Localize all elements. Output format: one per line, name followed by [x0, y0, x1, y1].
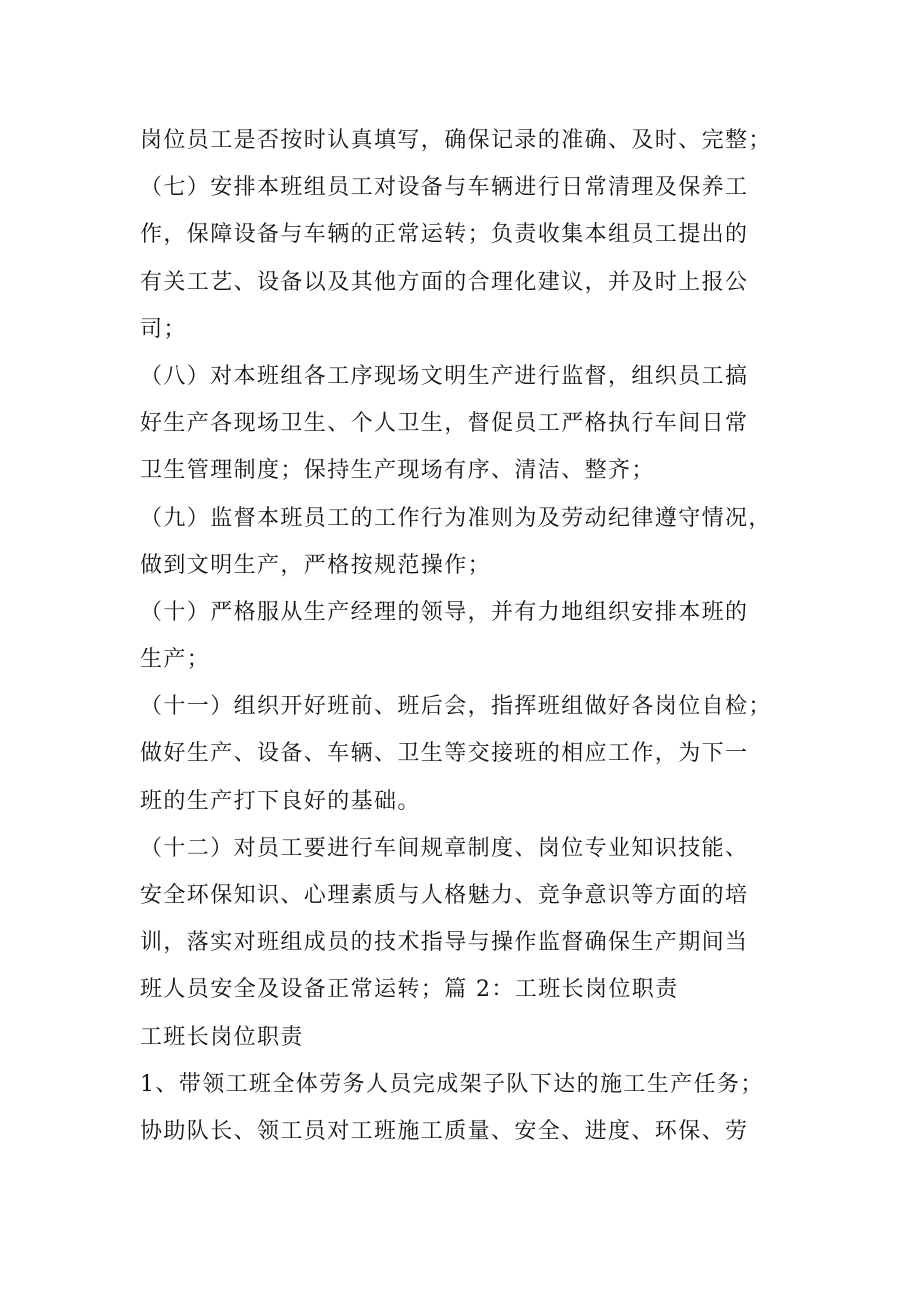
text-line: 生产； [140, 647, 211, 673]
text-line: 好生产各现场卫生、个人卫生，督促员工严格执行车间日常 [140, 411, 749, 437]
text-line: （九）监督本班员工的工作行为准则为及劳动纪律遵守情况， [140, 505, 772, 531]
text-line: 安全环保知识、心理素质与人格魅力、竞争意识等方面的培 [140, 883, 749, 908]
text-line: 岗位员工是否按时认真填写，确保记录的准确、及时、完整； [140, 128, 772, 153]
text-line: 班人员安全及设备正常运转；篇 2：工班长岗位职责 [140, 977, 679, 1003]
text-line: 作，保障设备与车辆的正常运转；负责收集本组员工提出的 [140, 222, 749, 248]
text-line: 做好生产、设备、车辆、卫生等交接班的相应工作，为下一 [140, 741, 749, 767]
text-line: 有关工艺、设备以及其他方面的合理化建议，并及时上报公 [140, 269, 749, 295]
text-line: （十二）对员工要进行车间规章制度、岗位专业知识技能、 [140, 835, 749, 861]
text-line: 班的生产打下良好的基础。 [140, 788, 421, 814]
text-line: 司； [140, 316, 187, 342]
text-line: 卫生管理制度；保持生产现场有序、清洁、整齐； [140, 458, 655, 484]
text-line: 做到文明生产，严格按规范操作； [140, 552, 492, 578]
text-line: （八）对本班组各工序现场文明生产进行监督，组织员工搞 [140, 363, 749, 389]
text-line: （十一）组织开好班前、班后会，指挥班组做好各岗位自检； [140, 694, 772, 720]
text-line: （七）安排本班组员工对设备与车辆进行日常清理及保养工 [140, 175, 749, 201]
section-title: 工班长岗位职责 [140, 1024, 304, 1050]
document-body [140, 117, 820, 1155]
text-line: 训，落实对班组成员的技术指导与操作监督确保生产期间当 [140, 930, 749, 956]
text-line: 1、带领工班全体劳务人员完成架子队下达的施工生产任务； [140, 1071, 764, 1097]
text-line: （十）严格服从生产经理的领导，并有力地组织安排本班的 [140, 599, 749, 625]
text-line: 协助队长、领工员对工班施工质量、安全、进度、环保、劳 [140, 1118, 749, 1144]
